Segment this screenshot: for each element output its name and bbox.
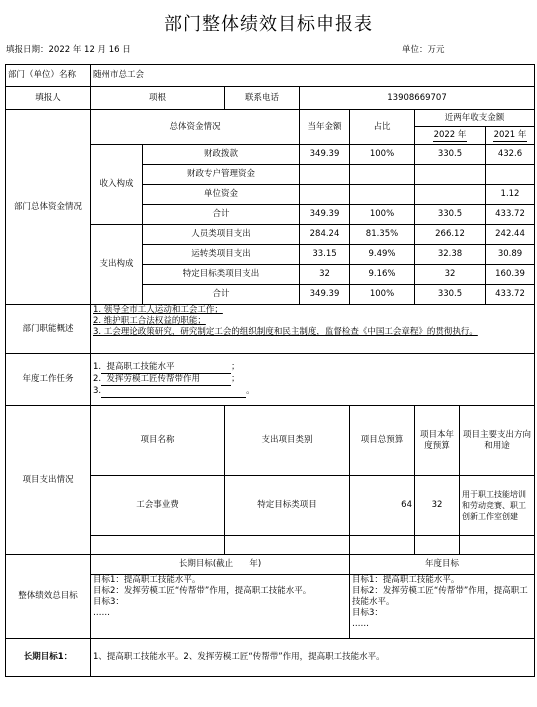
filler-name: 项根 (91, 87, 225, 110)
project-annual: 32 (415, 476, 460, 536)
overall-funds-label: 总体资金情况 (91, 110, 300, 145)
projects-header-row (6, 406, 535, 476)
income-item-name: 财政拨款 (143, 145, 300, 165)
task-item: 2. 发挥劳模工匠传帮带作用 ； (93, 373, 240, 384)
expense-item-amount: 33.15 (300, 245, 350, 265)
annual-goal-header: 年度目标 (350, 555, 535, 575)
expense-total-label: 合计 (143, 285, 300, 305)
income-item-ratio: 100% (350, 145, 415, 165)
projects-label: 项目支出情况 (6, 406, 91, 555)
phone-value: 13908669707 (300, 87, 535, 110)
income-total-2022: 330.5 (415, 205, 486, 225)
project-usage-empty (460, 536, 535, 555)
expense-item-2022: 32 (415, 265, 486, 285)
project-category-empty (225, 536, 350, 555)
income-item-2022 (415, 165, 486, 185)
project-usage-header: 项目主要支出方向和用途 (460, 406, 535, 476)
expense-item-name: 人员类项目支出 (143, 225, 300, 245)
long-term-goal-header: 长期目标(截止 年) (91, 555, 350, 575)
income-total-label: 合计 (143, 205, 300, 225)
expense-item-2021: 242.44 (486, 225, 535, 245)
duties-label: 部门职能概述 (6, 305, 91, 354)
dept-name: 随州市总工会 (91, 65, 535, 87)
long-goal-text: 1、提高职工技能水平。2、发挥劳模工匠“传帮带”作用，提高职工技能水平。 (91, 639, 535, 677)
annual-goal-content: 目标1：提高职工技能水平。 目标2：发挥劳模工匠“传帮带”作用，提高职工技能水平。 目标3： …… (350, 575, 535, 639)
income-item-2021: 432.6 (486, 145, 535, 165)
income-item-amount (300, 185, 350, 205)
income-item-2022 (415, 185, 486, 205)
ratio-header: 占比 (350, 110, 415, 145)
income-item-2021 (486, 165, 535, 185)
page-title: 部门整体绩效目标申报表 (164, 14, 373, 35)
project-name-empty (91, 536, 225, 555)
expense-total-2021: 433.72 (486, 285, 535, 305)
expense-item-ratio: 9.49% (350, 245, 415, 265)
expense-total-2022: 330.5 (415, 285, 486, 305)
project-total-header: 项目总预算 (350, 406, 415, 476)
goals-label: 整体绩效总目标 (6, 555, 91, 639)
filler-row (6, 87, 535, 110)
income-item-name: 财政专户管理资金 (143, 165, 300, 185)
task-item: 3. 。 (93, 385, 255, 396)
income-item-2022: 330.5 (415, 145, 486, 165)
project-annual-empty (415, 536, 460, 555)
expense-item-name: 特定目标类项目支出 (143, 265, 300, 285)
recent-two-years-header: 近两年收支金额 (415, 110, 535, 127)
project-category-header: 支出项目类别 (225, 406, 350, 476)
expense-item-name: 运转类项目支出 (143, 245, 300, 265)
project-name-header: 项目名称 (91, 406, 225, 476)
income-item-amount (300, 165, 350, 185)
expense-item-2021: 160.39 (486, 265, 535, 285)
performance-table (5, 64, 535, 677)
income-item-name: 单位资金 (143, 185, 300, 205)
expense-item-amount: 284.24 (300, 225, 350, 245)
annual-tasks-content (91, 354, 535, 406)
expense-item-2022: 32.38 (415, 245, 486, 265)
annual-tasks-row (6, 354, 535, 406)
project-total-empty (350, 536, 415, 555)
expense-item-ratio: 81.35% (350, 225, 415, 245)
dept-label: 部门（单位）名称 (6, 65, 91, 87)
year-2021-header: 2021 年 (486, 127, 535, 145)
current-amount-header: 当年金额 (300, 110, 350, 145)
expense-label: 支出构成 (91, 225, 143, 305)
goals-header-row (6, 555, 535, 575)
funds-header-row-1 (6, 110, 535, 127)
income-label: 收入构成 (91, 145, 143, 225)
income-item-amount: 349.39 (300, 145, 350, 165)
long-term-goal-content: 目标1：提高职工技能水平。 目标2：发挥劳模工匠“传帮带”作用，提高职工技能水平。 目标3： …… (91, 575, 350, 639)
project-annual-header: 项目本年度预算 (415, 406, 460, 476)
dept-row (6, 65, 535, 87)
fill-date: 填报日期：2022 年 12 月 16 日 (6, 45, 131, 55)
filler-label: 填报人 (6, 87, 91, 110)
expense-total-amount: 349.39 (300, 285, 350, 305)
unit-label: 单位：万元 (402, 45, 445, 55)
expense-item-ratio: 9.16% (350, 265, 415, 285)
duty-item: 1. 领导全市工人运动和工会工作； (93, 305, 223, 315)
duties-content (91, 305, 535, 354)
expense-total-ratio: 100% (350, 285, 415, 305)
funds-section-label: 部门总体资金情况 (6, 110, 91, 305)
income-total-ratio: 100% (350, 205, 415, 225)
project-total: 64 (350, 476, 415, 536)
duty-item: 3. 工会理论政策研究，研究制定工会的组织制度和民主制度，监督检查《中国工会章程》的贯彻执行。 (93, 327, 478, 337)
income-item-ratio (350, 165, 415, 185)
long-goal-row (6, 639, 535, 677)
duties-row (6, 305, 535, 354)
expense-item-2022: 266.12 (415, 225, 486, 245)
project-category: 特定目标类项目 (225, 476, 350, 536)
annual-tasks-label: 年度工作任务 (6, 354, 91, 406)
long-goal-label: 长期目标1： (6, 639, 91, 677)
year-2022-header: 2022 年 (415, 127, 486, 145)
income-item-ratio (350, 185, 415, 205)
expense-item-2021: 30.89 (486, 245, 535, 265)
income-item-2021: 1.12 (486, 185, 535, 205)
task-item: 1. 提高职工技能水平 ； (93, 361, 240, 372)
project-usage: 用于职工技能培训和劳动竞赛、职工创新工作室创建 (460, 476, 535, 536)
project-name: 工会事业费 (91, 476, 225, 536)
phone-label: 联系电话 (225, 87, 300, 110)
income-total-amount: 349.39 (300, 205, 350, 225)
income-total-2021: 433.72 (486, 205, 535, 225)
expense-item-amount: 32 (300, 265, 350, 285)
duty-item: 2. 维护职工合法权益的职能； (93, 316, 206, 326)
